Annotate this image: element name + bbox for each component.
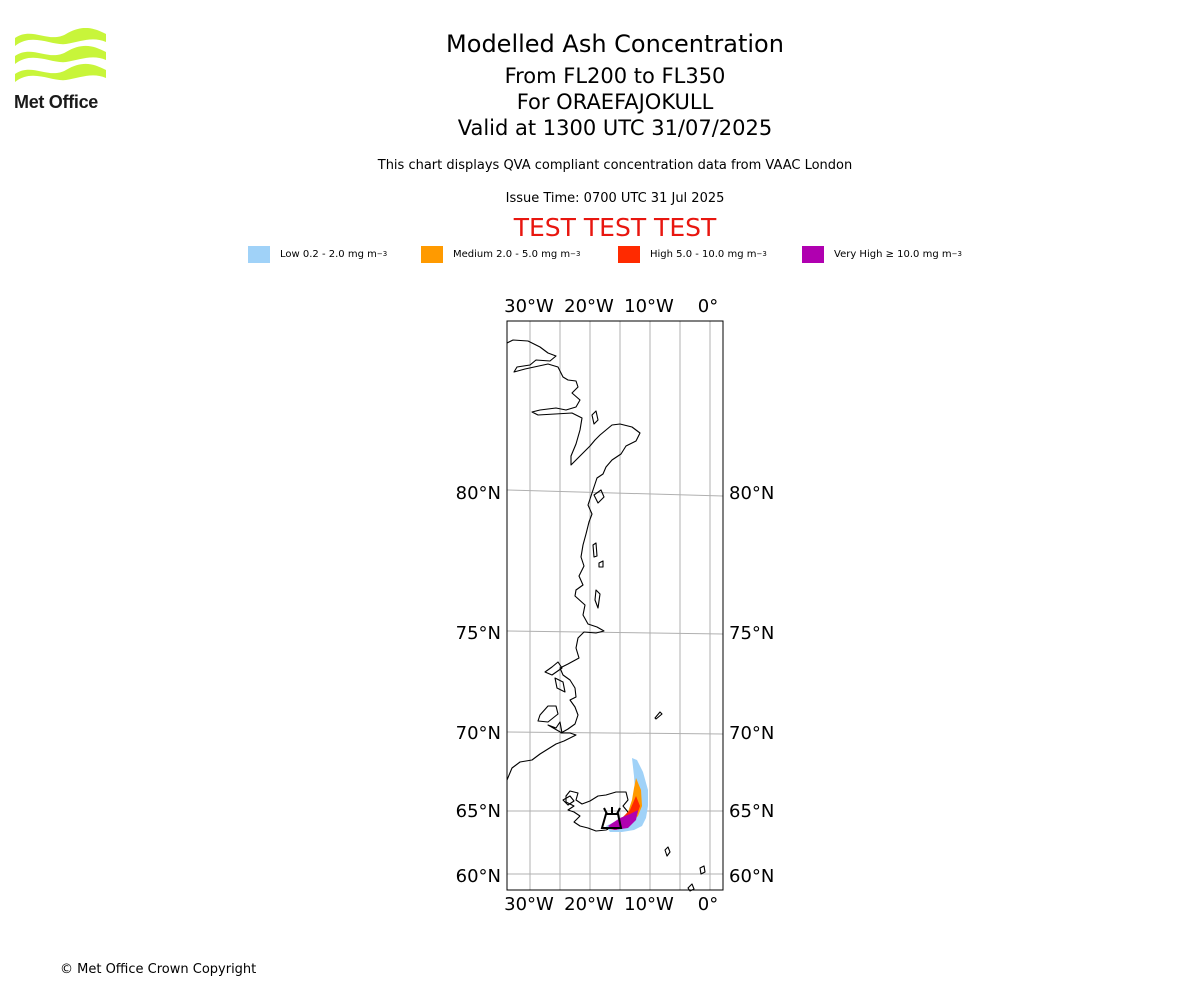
lat-label-right: 80°N: [729, 483, 775, 504]
legend-label-high: High 5.0 - 10.0 mg m: [650, 248, 757, 260]
greenland-island: [592, 411, 598, 424]
ash-map: [440, 288, 800, 918]
legend-label-medium: Medium 2.0 - 5.0 mg m: [453, 248, 571, 260]
lon-label-top: 10°W: [624, 296, 674, 317]
lat-label-left: 60°N: [455, 866, 501, 887]
gridline-lat: [507, 490, 723, 496]
greenland-island: [593, 543, 597, 557]
lat-label-left: 70°N: [455, 723, 501, 744]
legend-item-low: [248, 244, 387, 264]
shetland-coast: [700, 866, 705, 874]
legend-swatch-medium: [421, 246, 443, 263]
legend-label-low: Low 0.2 - 2.0 mg m: [280, 248, 377, 260]
lat-label-left: 75°N: [455, 623, 501, 644]
legend-label-very-high: Very High ≥ 10.0 mg m: [834, 248, 952, 260]
lon-label-bottom: 20°W: [564, 894, 614, 915]
gridline-lat: [507, 732, 723, 734]
legend-swatch-low: [248, 246, 270, 263]
greenland-island: [599, 561, 603, 567]
lat-label-left: 80°N: [455, 483, 501, 504]
legend-item-high: [618, 244, 767, 264]
lat-label-right: 75°N: [729, 623, 775, 644]
legend-swatch-very-high: [802, 246, 824, 263]
chart-description: This chart displays QVA compliant concentration data from VAAC London: [377, 158, 853, 173]
lat-label-left: 65°N: [455, 801, 501, 822]
issue-time: Issue Time: 0700 UTC 31 Jul 2025: [505, 191, 725, 206]
map-svg: [440, 288, 800, 918]
legend-unit-exponent: −3: [756, 250, 767, 258]
logo-text: Met Office: [14, 92, 99, 112]
lat-label-right: 70°N: [729, 723, 775, 744]
jan-mayen-coast: [655, 712, 662, 719]
legend-unit-exponent: −3: [951, 250, 962, 258]
coastlines: [507, 340, 705, 891]
lon-label-top: 0°: [697, 296, 719, 317]
legend: [248, 244, 1008, 264]
copyright-notice: © Met Office Crown Copyright: [60, 962, 257, 977]
gridlines: [507, 321, 723, 890]
chart-title: Modelled Ash Concentration: [446, 30, 784, 58]
valid-time: Valid at 1300 UTC 31/07/2025: [457, 116, 773, 140]
faroe-islands-coast: [665, 847, 670, 856]
legend-item-very-high: [802, 244, 962, 264]
greenland-inlet: [538, 706, 558, 722]
lon-label-bottom: 10°W: [624, 894, 674, 915]
gridline-lat: [507, 631, 723, 634]
lon-label-top: 30°W: [504, 296, 554, 317]
greenland-island: [595, 590, 600, 608]
test-banner: TEST TEST TEST: [513, 213, 717, 242]
greenland-island: [594, 490, 604, 503]
lat-label-right: 65°N: [729, 801, 775, 822]
flight-level-range: From FL200 to FL350: [504, 64, 726, 88]
legend-swatch-high: [618, 246, 640, 263]
legend-item-medium: [421, 244, 580, 264]
lon-label-bottom: 30°W: [504, 894, 554, 915]
greenland-inlet: [545, 662, 562, 675]
volcano-name: For ORAEFAJOKULL: [516, 90, 714, 114]
legend-unit-exponent: −3: [570, 250, 581, 258]
lat-label-right: 60°N: [729, 866, 775, 887]
map-frame: [507, 321, 723, 890]
lon-label-bottom: 0°: [697, 894, 719, 915]
legend-unit-exponent: −3: [376, 250, 388, 258]
lon-label-top: 20°W: [564, 296, 614, 317]
